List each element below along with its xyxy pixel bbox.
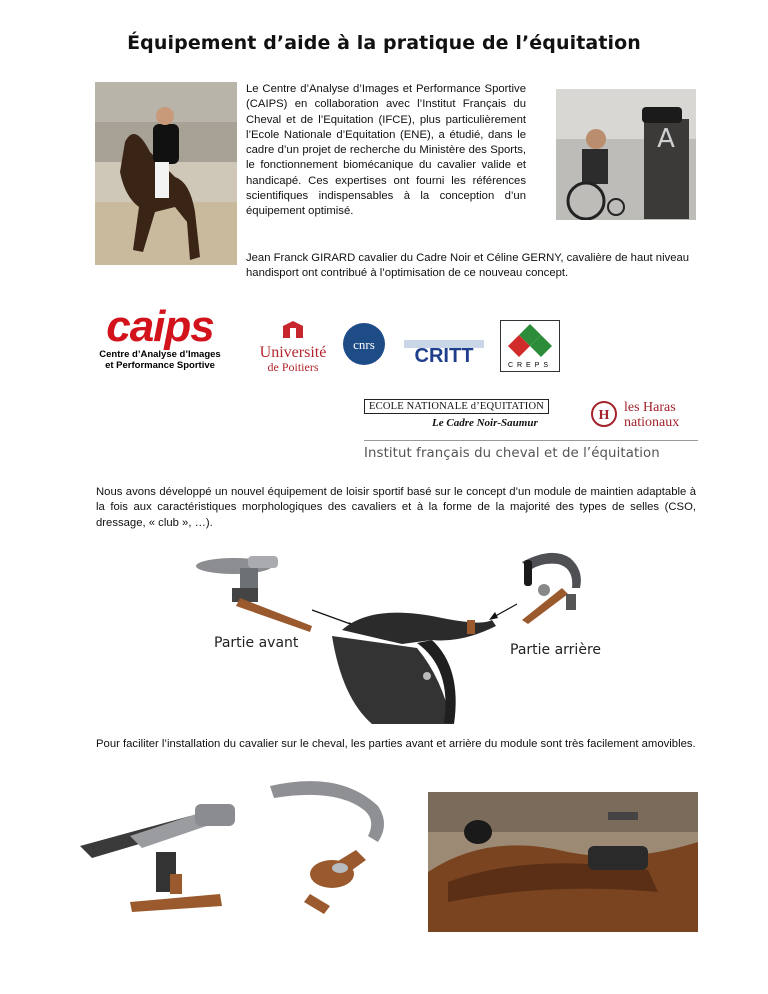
caips-logo (96, 302, 224, 371)
haras-logo-text (624, 400, 679, 430)
university-crest-icon (281, 320, 305, 340)
ifce-name: Institut français du cheval et de l’équitation (364, 446, 660, 461)
creps-label: CREPS (507, 362, 553, 369)
critt-logo (398, 338, 490, 368)
ifce-divider (364, 440, 698, 441)
page-title: Équipement d’aide à la pratique de l’équitation (127, 32, 641, 54)
install-paragraph: Pour faciliter l’installation du cavalier sur le cheval, les parties avant et arrière du module sont très facilement amovibles. (96, 738, 696, 750)
universite-city: de Poitiers (267, 360, 319, 374)
haras-line-1: les Haras (624, 400, 676, 415)
caips-subtitle-2: et Performance Sportive (105, 360, 215, 371)
universite-poitiers-logo (254, 320, 332, 373)
cnrs-logo (342, 322, 386, 366)
haras-letter: H (598, 408, 610, 423)
riders-paragraph: Jean Franck GIRARD cavalier du Cadre Noir et Céline GERNY, cavalière de haut niveau handisport ont contribué à l’optimisation de ce nouveau concept. (246, 252, 690, 280)
concept-paragraph: Nous avons développé un nouvel équipement de loisir sportif basé sur le concept d’un module de maintien adaptable à la fois aux caractéristiques morphologiques des cavaliers et à la forme de la majorité des types de selles (CSO, dressage, « club », …). (96, 486, 696, 529)
intro-paragraph: Le Centre d’Analyse d’Images et Performance Sportive (CAIPS) en collaboration avec l’Institut Français du Cheval et de l’Equitation (IFCE), plus particulièrement l’Ecole Nationale d’Equitation (ENE), a étudié, dans le cadre d’un projet de recherche du Ministère des Sports, le fonctionnement biomécanique du cavalier valide et handicapé. Ces expertises ont fourni les références scientifiques indispensables à la conception d’un équipement optimisé. (246, 83, 526, 218)
back-module-render-large (260, 776, 400, 916)
back-module-render (522, 553, 581, 624)
cadre-noir-subtitle: Le Cadre Noir-Saumur (432, 417, 538, 429)
rider-horse-photo (95, 82, 237, 265)
saddle-photo (428, 792, 698, 932)
haras-line-2: nationaux (624, 415, 680, 430)
caips-wordmark: caips (106, 302, 214, 351)
haras-emblem (590, 398, 618, 430)
front-module-render (196, 556, 312, 632)
wheelchair-rider-photo (556, 89, 696, 220)
universite-name: Université (259, 344, 327, 361)
label-front-part: Partie avant (214, 635, 299, 651)
svg-text:A: A (657, 124, 675, 154)
critt-label: CRITT (414, 345, 474, 367)
cnrs-label: cnrs (353, 337, 375, 352)
ene-logo: ECOLE NATIONALE d’EQUITATION (364, 399, 549, 414)
saddle-render (332, 613, 496, 724)
creps-logo (500, 320, 560, 372)
module-exploded-render (70, 796, 270, 916)
label-back-part: Partie arrière (510, 642, 601, 658)
caips-subtitle-1: Centre d’Analyse d’Images (99, 349, 221, 360)
